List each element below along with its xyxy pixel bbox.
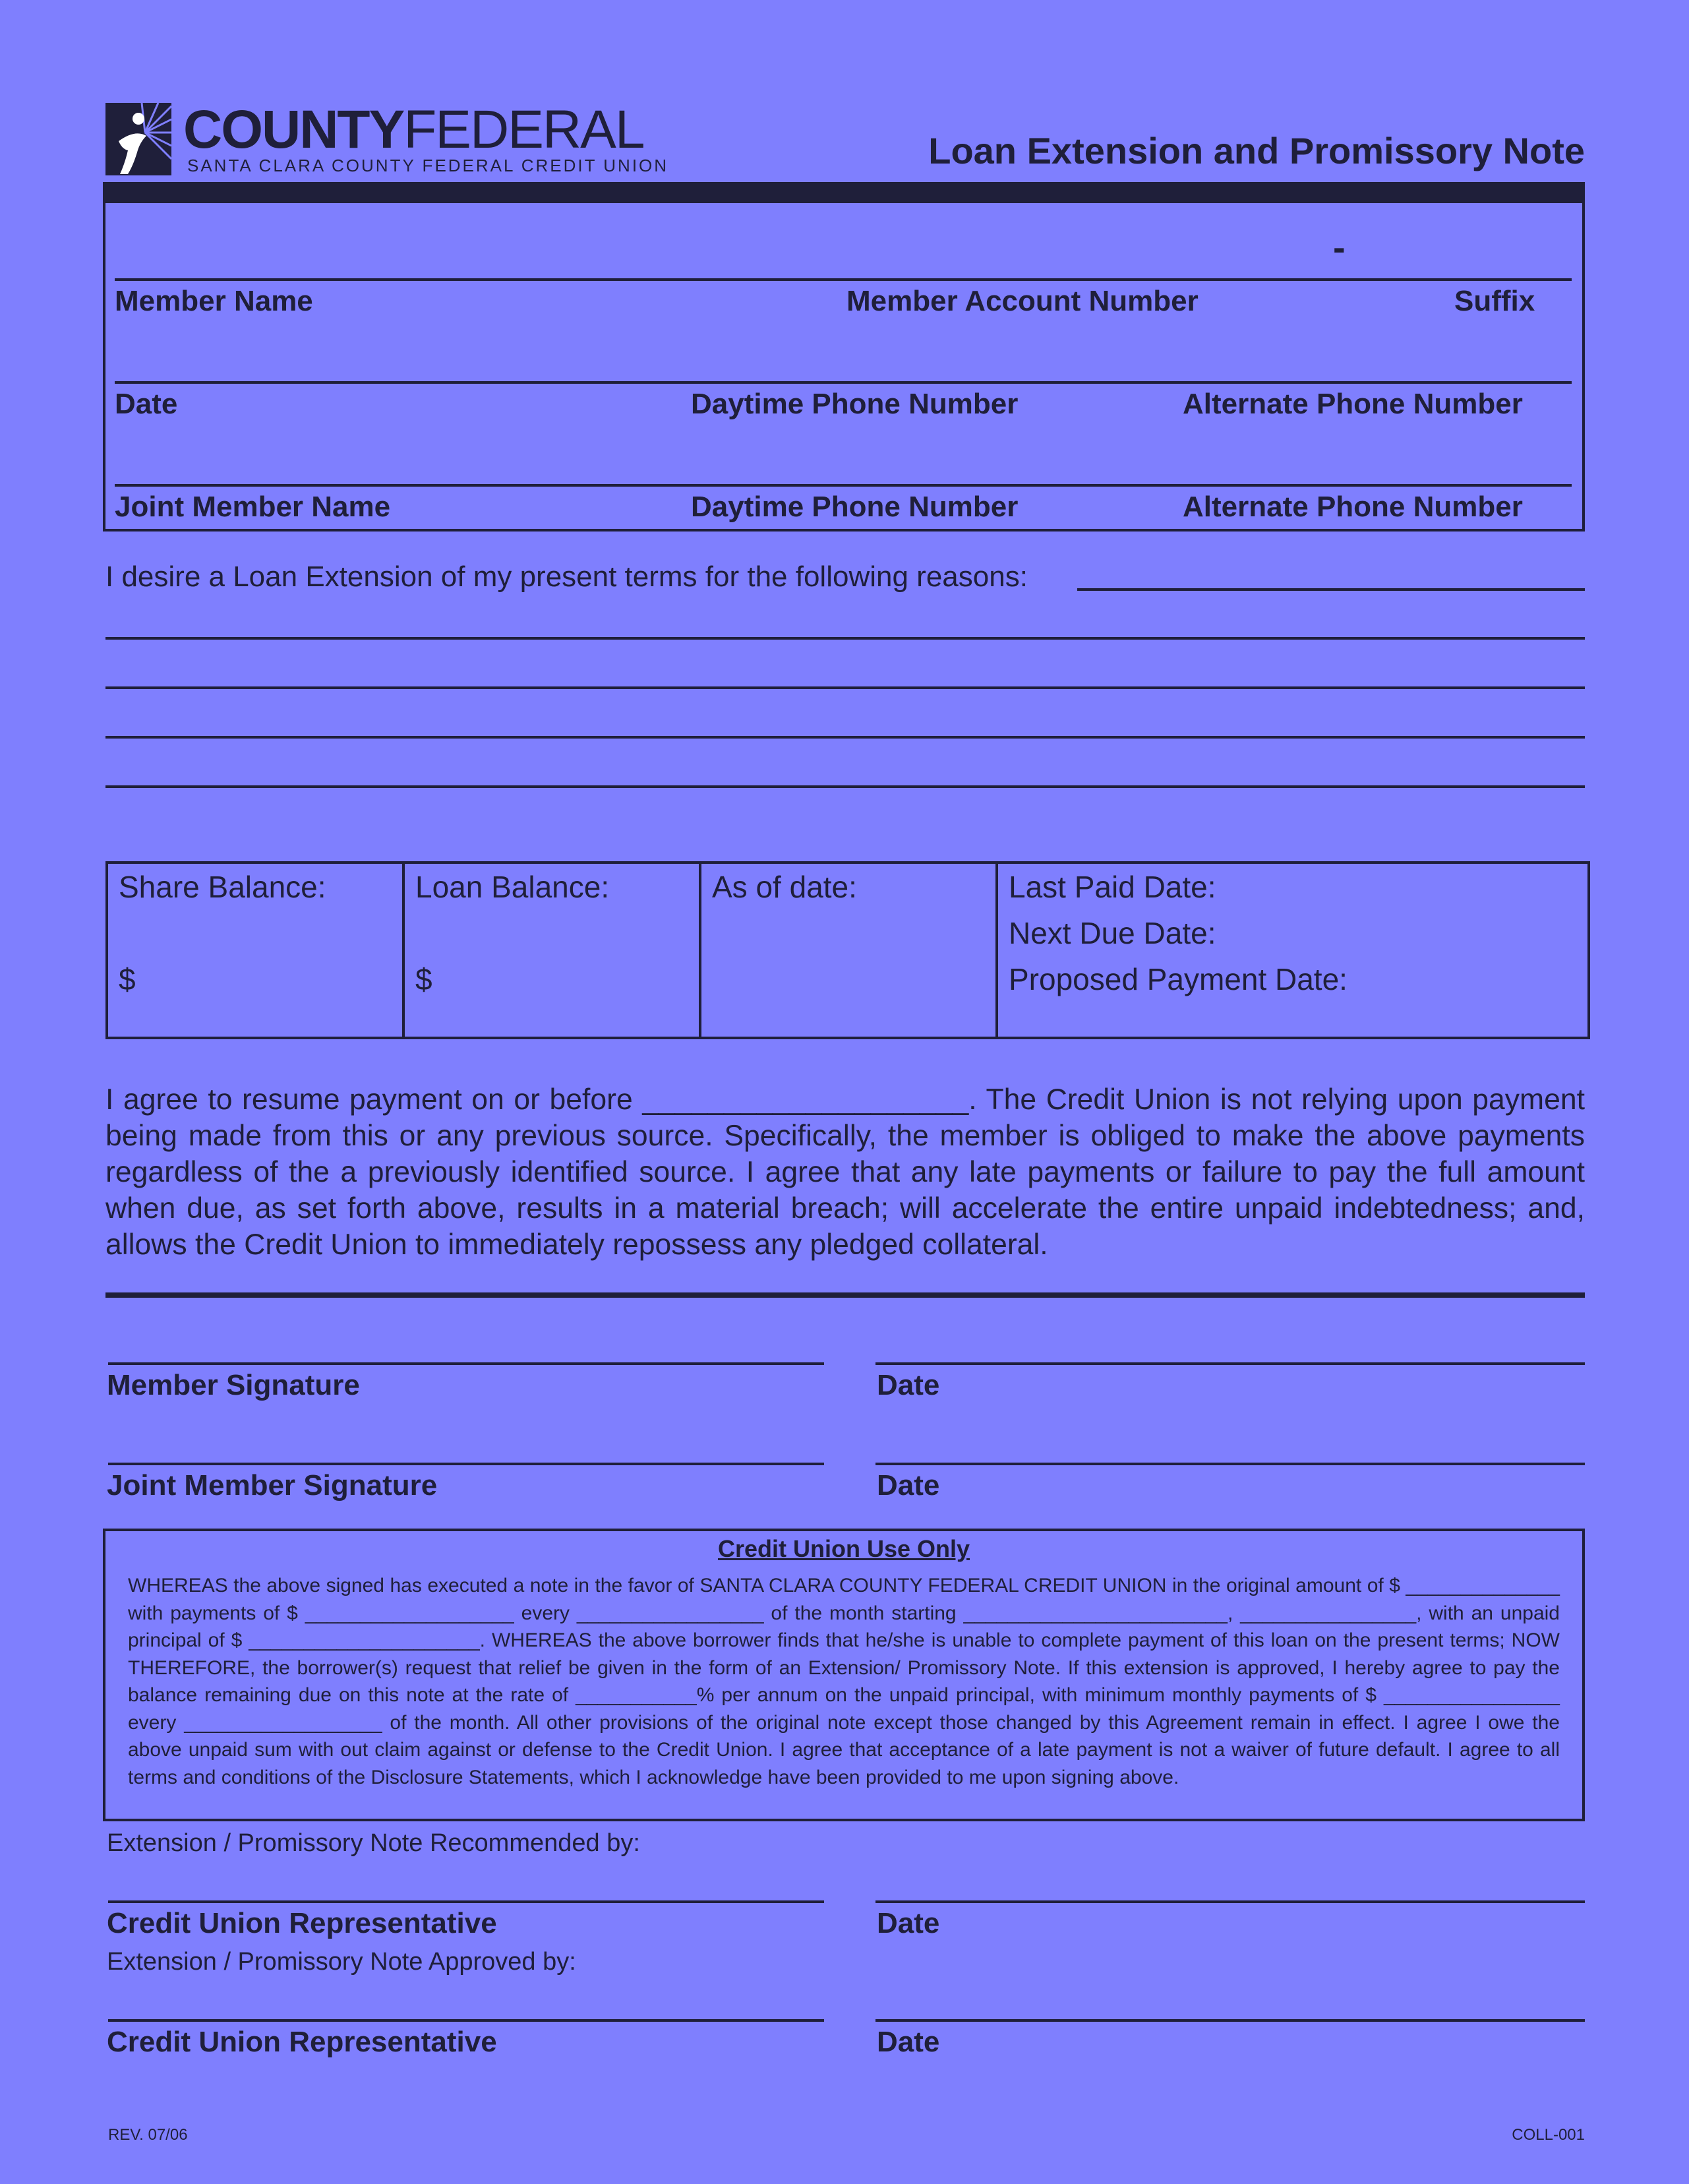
daytime-phone-label: Daytime Phone Number [691,388,1019,420]
reasons-line-2[interactable] [105,637,1585,640]
loan-balance-label: Loan Balance: [415,870,610,904]
agreement-text-1: I agree to resume payment on or before [105,1083,643,1116]
share-balance-label: Share Balance: [119,870,326,904]
proposed-payment-date-label: Proposed Payment Date: [1009,962,1348,996]
recommended-by-label: Extension / Promissory Note Recommended by: [107,1829,640,1857]
rep-2-label: Credit Union Representative [107,2026,497,2058]
account-suffix-dash: - [1333,226,1346,268]
joint-date-label: Date [877,1469,940,1502]
reasons-line-1[interactable] [1077,588,1585,591]
logo-emblem-icon [105,103,171,175]
county-federal-logo [105,100,669,178]
joint-member-signature-label: Joint Member Signature [107,1469,438,1502]
alternate-phone-label: Alternate Phone Number [1183,388,1523,420]
share-balance-cell[interactable] [108,864,405,1037]
logo-subtitle: SANTA CLARA COUNTY FEDERAL CREDIT UNION [187,156,669,175]
rep-2-date-line[interactable] [875,2019,1585,2022]
rep-1-label: Credit Union Representative [107,1907,497,1939]
rep-2-date-label: Date [877,2026,940,2058]
member-date-line[interactable] [875,1362,1585,1365]
loan-balance-cell[interactable] [405,864,701,1037]
joint-member-name-label: Joint Member Name [115,491,391,523]
logo-wordmark: COUNTYFEDERAL [183,100,644,160]
member-signature-label: Member Signature [107,1369,360,1401]
approved-by-label: Extension / Promissory Note Approved by: [107,1948,576,1976]
last-paid-date-label: Last Paid Date: [1009,870,1216,904]
reasons-prompt: I desire a Loan Extension of my present terms for the following reasons: [105,561,1028,593]
joint-alternate-phone-label: Alternate Phone Number [1183,491,1523,523]
resume-payment-blank[interactable]: ____________________ [642,1083,969,1116]
joint-date-line[interactable] [875,1463,1585,1465]
member-date-label: Date [877,1369,940,1401]
joint-member-line[interactable] [115,484,1572,487]
suffix-label: Suffix [1454,285,1535,317]
balance-table [105,861,1590,1039]
rep-2-signature-line[interactable] [108,2019,824,2022]
member-account-number-label: Member Account Number [846,285,1199,317]
credit-union-use-box [103,1529,1585,1821]
reasons-line-5[interactable] [105,785,1585,788]
member-name-label: Member Name [115,285,313,317]
reasons-line-4[interactable] [105,736,1585,739]
member-info-box [103,182,1585,531]
document-title: Loan Extension and Promissory Note [928,130,1585,171]
joint-signature-line[interactable] [108,1463,824,1465]
section-divider [105,1292,1585,1298]
joint-daytime-phone-label: Daytime Phone Number [691,491,1019,523]
date-phone-line[interactable] [115,381,1572,384]
rep-1-date-line[interactable] [875,1900,1585,1903]
rep-1-signature-line[interactable] [108,1900,824,1903]
member-name-line[interactable] [115,278,1572,281]
next-due-date-label: Next Due Date: [1009,916,1216,950]
as-of-date-cell[interactable] [701,864,998,1037]
payment-dates-cell[interactable] [998,864,1590,1037]
credit-union-use-text: WHEREAS the above signed has executed a note in the favor of SANTA CLARA COUNTY FEDERAL CREDIT UNION in the original amount of $ ______________ with payments of $ ___________________ every _________________ of the month starting ________________________, ________________, with an unpaid principal of $ _____________________. WHEREAS the above borrower finds that he/she is unable to complete payment of this loan on the present terms; NOW THEREFORE, the borrower(s) request that relief be given in the form of an Extension/ Promissory Note. If this extension is approved, I hereby agree to pay the balance remaining due on this note at the rate of ___________% per annum on the unpaid principal, with minimum monthly payments of $ ________________ every __________________ of the month. All other provisions of the original note except those changed by this Agreement remain in effect. I agree I owe the above unpaid sum with out claim against or defense to the Credit Union. I agree that acceptance of a late payment is not a waiver of future default. I agree to all terms and conditions of the Disclosure Statements, which I acknowledge have been provided to me upon signing above. [128,1575,1560,1788]
reasons-line-3[interactable] [105,686,1585,689]
revision-code: REV. 07/06 [108,2126,188,2144]
member-signature-line[interactable] [108,1362,824,1365]
loan-balance-dollar: $ [415,962,432,996]
date-label: Date [115,388,178,420]
share-balance-dollar: $ [119,962,136,996]
credit-union-use-title: Credit Union Use Only [717,1535,970,1562]
agreement-paragraph [105,1081,1585,1263]
form-code: COLL-001 [1512,2126,1585,2144]
agreement-text-2: . The Credit Union is not relying upon payment being made from this or any previous source. Specifically, the member is obliged to make the above payments regardless of the a previously identified source. I agree that any late payments or failure to pay the full amount when due, as set forth above, results in a material breach; will accelerate the entire unpaid indebtedness; and, allows the Credit Union to immediately repossess any pledged collateral. [105,1083,1585,1261]
rep-1-date-label: Date [877,1907,940,1939]
as-of-date-label: As of date: [712,870,857,904]
